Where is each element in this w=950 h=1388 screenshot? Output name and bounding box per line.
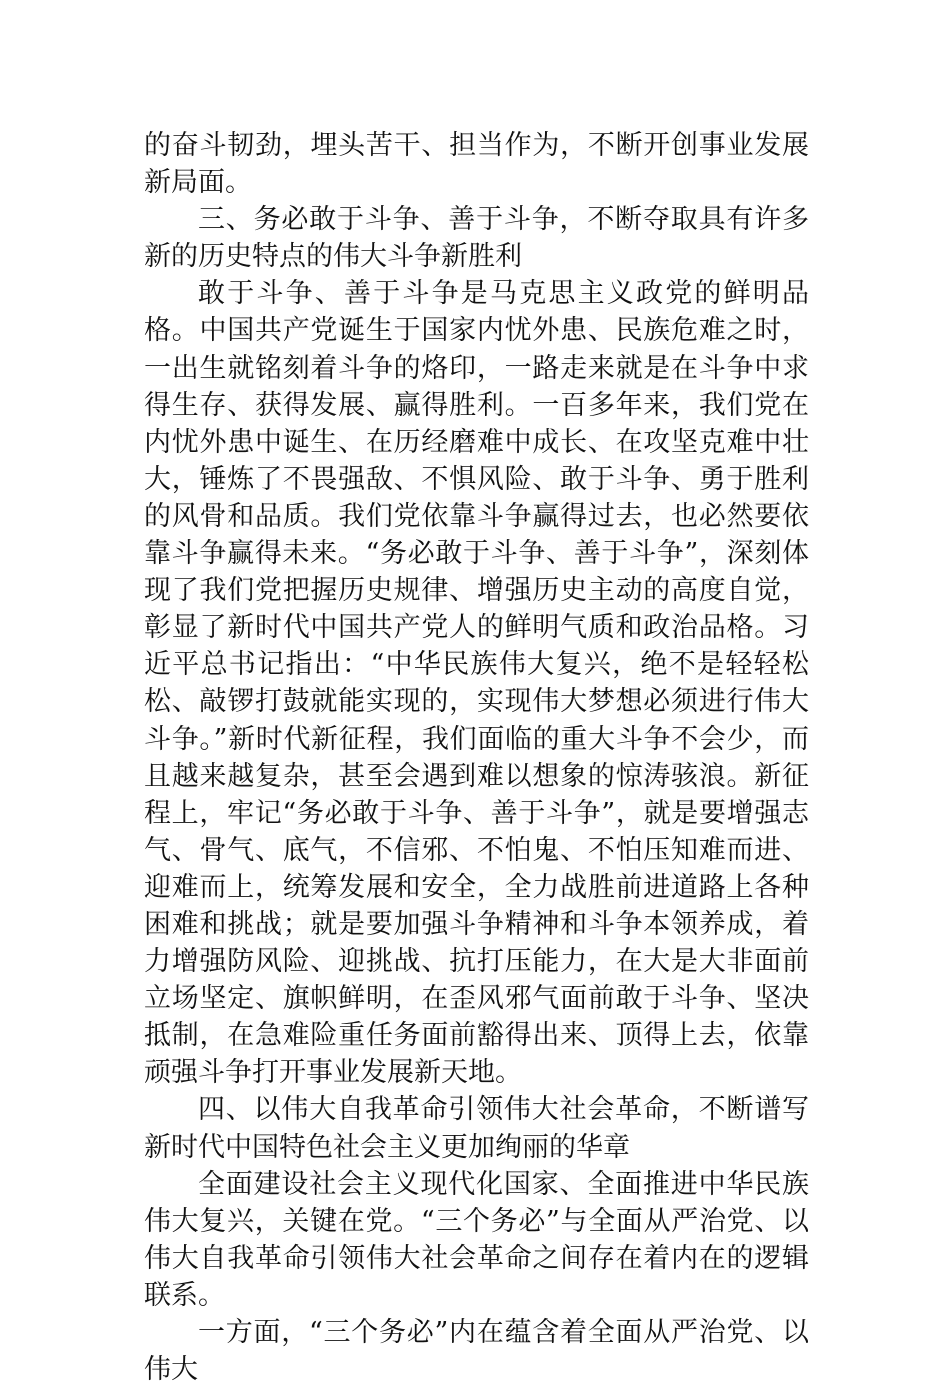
paragraph-party-key: 全面建设社会主义现代化国家、全面推进中华民族伟大复兴，关键在党。“三个务必”与全面从严治党、以伟大自我革命引领伟大社会革命之间存在着内在的逻辑联系。	[144, 1168, 809, 1311]
document-body	[144, 127, 809, 1388]
section-heading-three: 三、务必敢于斗争、善于斗争，不断夺取具有许多新的历史特点的伟大斗争新胜利	[144, 204, 809, 273]
paragraph-struggle: 敢于斗争、善于斗争是马克思主义政党的鲜明品格。中国共产党诞生于国家内忧外患、民族危难之时，一出生就铭刻着斗争的烙印，一路走来就是在斗争中求得生存、获得发展、赢得胜利。一百多年来，我们党在内忧外患中诞生、在历经磨难中成长、在攻坚克难中壮大，锤炼了不畏强敌、不惧风险、敢于斗争、勇于胜利的风骨和品质。我们党依靠斗争赢得过去，也必然要依靠斗争赢得未来。“务必敢于斗争、善于斗争”，深刻体现了我们党把握历史规律、增强历史主动的高度自觉，彰显了新时代中国共产党人的鲜明气质和政治品格。习近平总书记指出：“中华民族伟大复兴，绝不是轻轻松松、敲锣打鼓就能实现的，实现伟大梦想必须进行伟大斗争。”新时代新征程，我们面临的重大斗争不会少，而且越来越复杂，甚至会遇到难以想象的惊涛骇浪。新征程上，牢记“务必敢于斗争、善于斗争”，就是要增强志气、骨气、底气，不信邪、不怕鬼、不怕压知难而进、迎难而上，统筹发展和安全，全力战胜前进道路上各种困难和挑战；就是要加强斗争精神和斗争本领养成，着力增强防风险、迎挑战、抗打压能力，在大是大非面前立场坚定、旗帜鲜明，在歪风邪气面前敢于斗争、坚决抵制，在急难险重任务面前豁得出来、顶得上去，依靠顽强斗争打开事业发展新天地。	[144, 278, 809, 1089]
section-heading-four: 四、以伟大自我革命引领伟大社会革命，不断谱写新时代中国特色社会主义更加绚丽的华章	[144, 1094, 809, 1163]
paragraph-on-one-hand: 一方面，“三个务必”内在蕴含着全面从严治党、以伟大	[144, 1317, 809, 1386]
paragraph-continuation: 的奋斗韧劲，埋头苦干、担当作为，不断开创事业发展新局面。	[144, 130, 809, 199]
